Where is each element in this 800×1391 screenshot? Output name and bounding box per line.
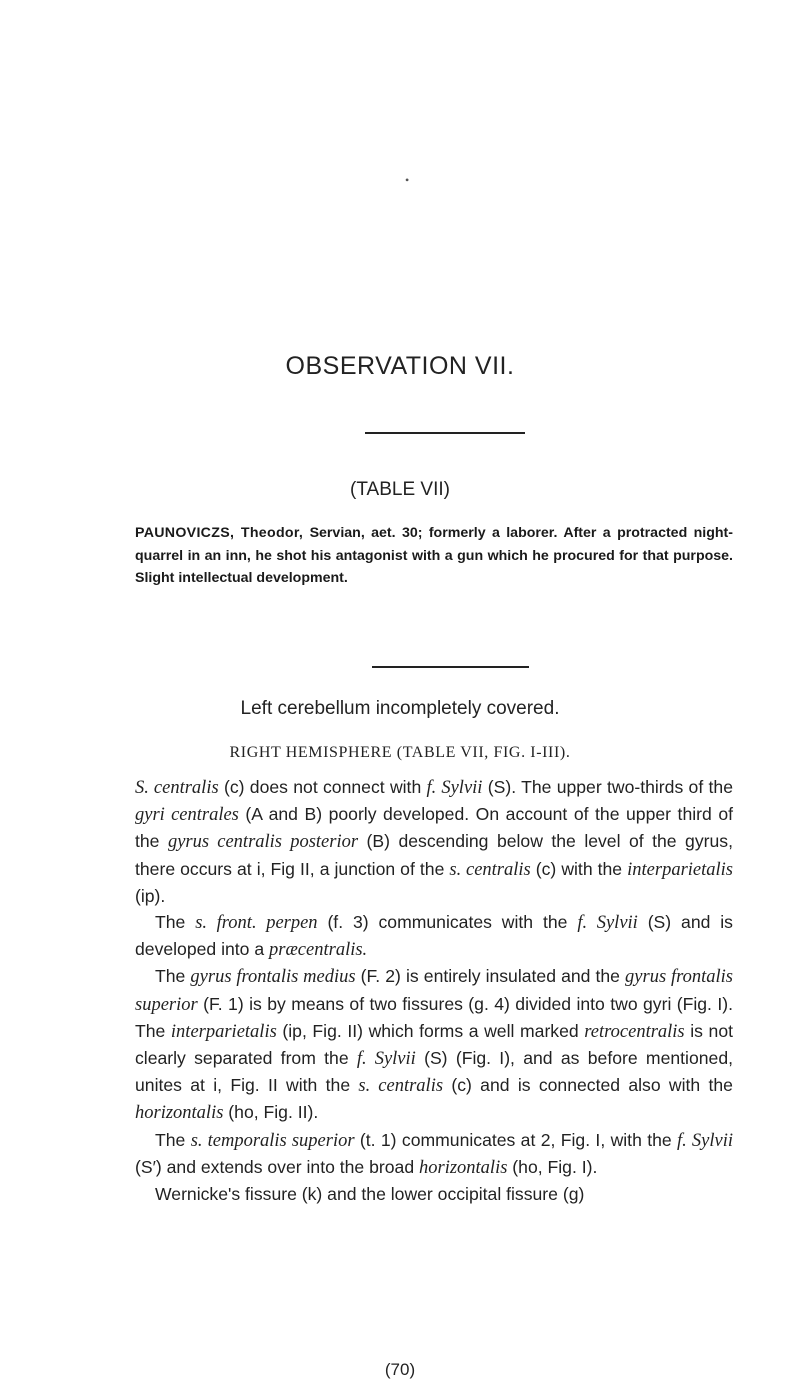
paragraph-3: The gyrus frontalis medius (F. 2) is entirely insulated and the gyrus frontalis superior (F. 1) is by means of two fissures (g. 4) divided into two gyri (Fig. I). The interparietalis (ip, Fig. II) which forms a well marked retrocentralis is not clearly separated from the f. Sylvii (S) (Fig. I), and as before mentioned, unites at i, Fig. II with the s. centralis (c) and is connected also with the horizontalis (ho, Fig. II).	[135, 966, 733, 1124]
patient-name: PAUNOVICZS, Theodor,	[135, 525, 304, 541]
page-title: OBSERVATION VII.	[285, 352, 515, 380]
table-reference: (TABLE VII)	[350, 479, 450, 500]
paragraph-1: S. centralis (c) does not connect with f. Sylvii (S). The upper two-thirds of the gyri centrales (A and B) poorly developed. On account of the upper third of the gyrus centralis posterior (B) descending below the level of the gyrus, there occurs at i, Fig II, a junction of the s. centralis (c) with the interparietalis (ip).	[135, 777, 734, 906]
paragraph-5: Wernicke's fissure (k) and the lower occipital fissure (g)	[155, 1184, 585, 1205]
patient-details: Servian, aet. 30; formerly a laborer. After a protracted night-quarrel in an inn, he shot his antagonist with a gun which he procured for that purpose. Slight intellectual development.	[135, 525, 733, 586]
page-number: (70)	[384, 1360, 416, 1379]
paragraph-4: The s. temporalis superior (t. 1) communicates at 2, Fig. I, with the f. Sylvii (S′) and extends over into the broad horizontalis (ho, Fig. I).	[135, 1129, 733, 1178]
section-heading: RIGHT HEMISPHERE (TABLE VII, FIG. I-III).	[229, 744, 571, 761]
stray-mark: •	[405, 173, 410, 187]
title-rule	[365, 432, 525, 434]
case-description	[135, 522, 733, 590]
cerebellum-note: Left cerebellum incompletely covered.	[240, 698, 560, 719]
paragraph-2: The s. front. perpen (f. 3) communicates with the f. Sylvii (S) and is developed into a præcentralis.	[135, 912, 733, 961]
body-text	[135, 774, 733, 1207]
case-rule	[372, 666, 529, 668]
